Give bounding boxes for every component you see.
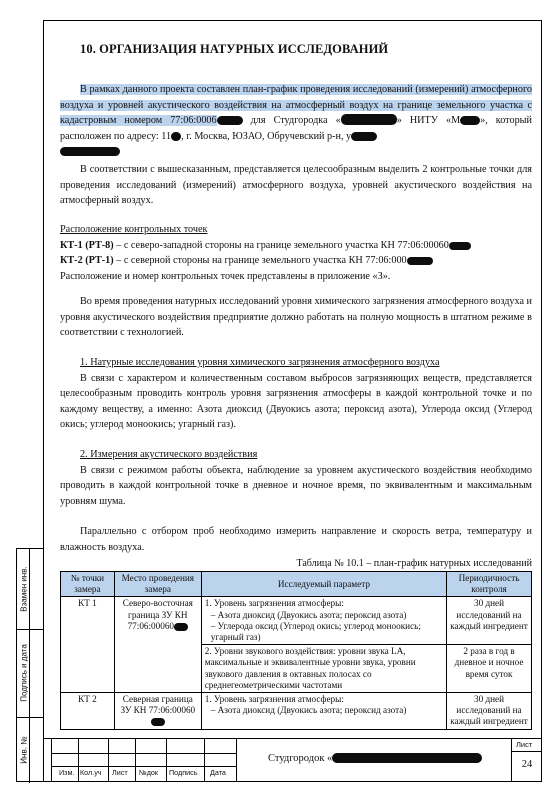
table-header-cell: Исследуемый параметр [201,572,446,597]
section-chemical [60,355,532,433]
table-cell-param: 1. Уровень загрязнения атмосферы: – Азота диоксид (Двуокись азота; пероксид азота) [201,693,446,730]
title-block-grid [51,739,236,781]
table-cell-period: 2 раза в год в дневное и ночное время суток [447,645,532,693]
intro-paragraph: В рамках данного проекта составлен план-график проведения исследований (измерений) атмосферного воздуха и уровней акустического воздействия на атмосферный воздух на границе земельного участка с кадастровым номером 77:06:0006 для Студгородка « » НИТУ «М », который расположен по адресу: 11 , г. Москва, ЮЗАО, Обручевский р-н, у [60,82,532,160]
section-acoustic-title: 2. Измерения акустического воздействия [80,449,258,460]
rationale-paragraph: В соответствии с вышесказанным, представляется целесообразным выделить 2 контрольные точки для проведения исследований (измерений) атмосферного воздуха, уровней акустического воздействия на атмосферный воздух. [60,164,532,206]
stamp-label: Инв. № [19,736,28,764]
sheet-box [511,739,542,781]
intro-highlighted-text: В рамках данного проекта составлен план-график проведения исследований (измерений) атмосферного воздуха и уровней акустического воздействия на атмосферный воздух на границе земельного участка с кадастровым номером 77:06:0006 [60,84,532,126]
table-header-cell: № точки замера [61,572,115,597]
table-cell-point: КТ 2 [61,693,115,730]
table-cell-place: Северо-восточная граница ЗУ КН 77:06:00060 [114,597,201,693]
redaction-mark [407,257,433,265]
redaction-mark [171,132,181,141]
sheet-number: 24 [521,759,533,770]
table-header-row [61,572,532,597]
redaction-mark [351,132,377,141]
title-block-label: Кол.уч [80,768,102,777]
redaction-mark [174,623,188,631]
redaction-mark [60,147,120,156]
title-block-label: Дата [210,768,226,777]
table-cell-period: 30 дней исследований на каждый ингредиент [447,597,532,645]
table-header-cell: Периодичность контроля [447,572,532,597]
redaction-mark [332,753,482,763]
table-row [61,693,532,730]
schedule-table [60,571,532,730]
weather-paragraph: Параллельно с отбором проб необходимо измерить направление и скорость ветра, температуру и влажность воздуха. [60,526,532,553]
redaction-mark [460,116,480,125]
control-point-kt2: КТ-2 (РТ-1) – с северной стороны на границе земельного участка КН 77:06:000 [60,253,532,269]
section-acoustic [60,447,532,509]
table-cell-place: Северная граница ЗУ КН 77:06:00060 [114,693,201,730]
redaction-mark [151,718,165,726]
title-block-label: №док [139,768,159,777]
table-header-cell: Место проведения замера [114,572,201,597]
title-block-label: Изм. [59,768,75,777]
table-caption: Таблица № 10.1 – план-график натурных исследований [296,558,532,569]
table-cell-point: КТ 1 [61,597,115,693]
section-heading: 10. ОРГАНИЗАЦИЯ НАТУРНЫХ ИССЛЕДОВАНИЙ [80,42,389,56]
operating-mode-paragraph: Во время проведения натурных исследований уровня химического загрязнения атмосферного воздуха и уровня акустического воздействия предприятие должно работать на полную мощность в штатном режиме в соответствии с технологией. [60,296,532,338]
control-points-title: Расположение контрольных точек [60,224,208,235]
section-chemical-title: 1. Натурные исследования уровня химического загрязнения атмосферного воздуха [80,357,440,368]
section-chemical-text: В связи с характером и количественным составом выбросов загрязняющих веществ, представляется целесообразным проводить контроль уровня загрязнения атмосферы в каждой контрольной точке и по каждому веществу, а именно: Азота диоксид (Двуокись азота; пероксид азота), Углерода оксид (Углерод окись; углерод моноокись; угарный газ). [60,372,532,430]
title-block-label: Лист [112,768,128,777]
title-block-label: Подпись [169,768,198,777]
redaction-mark [217,116,243,125]
control-point-kt1: КТ-1 (РТ-8) – с северо-западной стороны на границе земельного участка КН 77:06:00060 [60,238,532,254]
table-cell-param: 1. Уровень загрязнения атмосферы: – Азота диоксид (Двуокись азота; пероксид азота) – Углерода оксид (Углерод окись; углерод моноокись; угарный газ) [201,597,446,645]
table-cell-param: 2. Уровни звукового воздействия: уровни звука LA, максимальные и эквивалентные уровни звука, уровни звукового давления в октавных полосах со среднегеометрическими частотами [201,645,446,693]
title-block [43,738,542,782]
sheet-label: Лист [516,740,533,749]
stamp-label: Взамен инв. [19,566,28,612]
control-points-note: Расположение и номер контрольных точек представлены в приложение «З». [60,270,391,282]
margin-stamp [16,548,43,782]
table-cell-period: 30 дней исследований на каждый ингредиент [447,693,532,730]
section-acoustic-text: В связи с режимом работы объекта, наблюдение за уровнем акустического воздействия необходимо проводить в каждой контрольной точке в дневное и ночное время, по эквивалентным и максимальным уровням шума. [60,464,532,507]
table-row [61,597,532,645]
title-block-project-name: Студгородок « [268,753,482,764]
redaction-mark [449,242,471,250]
redaction-mark [341,114,397,125]
stamp-label: Подпись и дата [19,644,28,702]
control-points-block [60,222,532,284]
